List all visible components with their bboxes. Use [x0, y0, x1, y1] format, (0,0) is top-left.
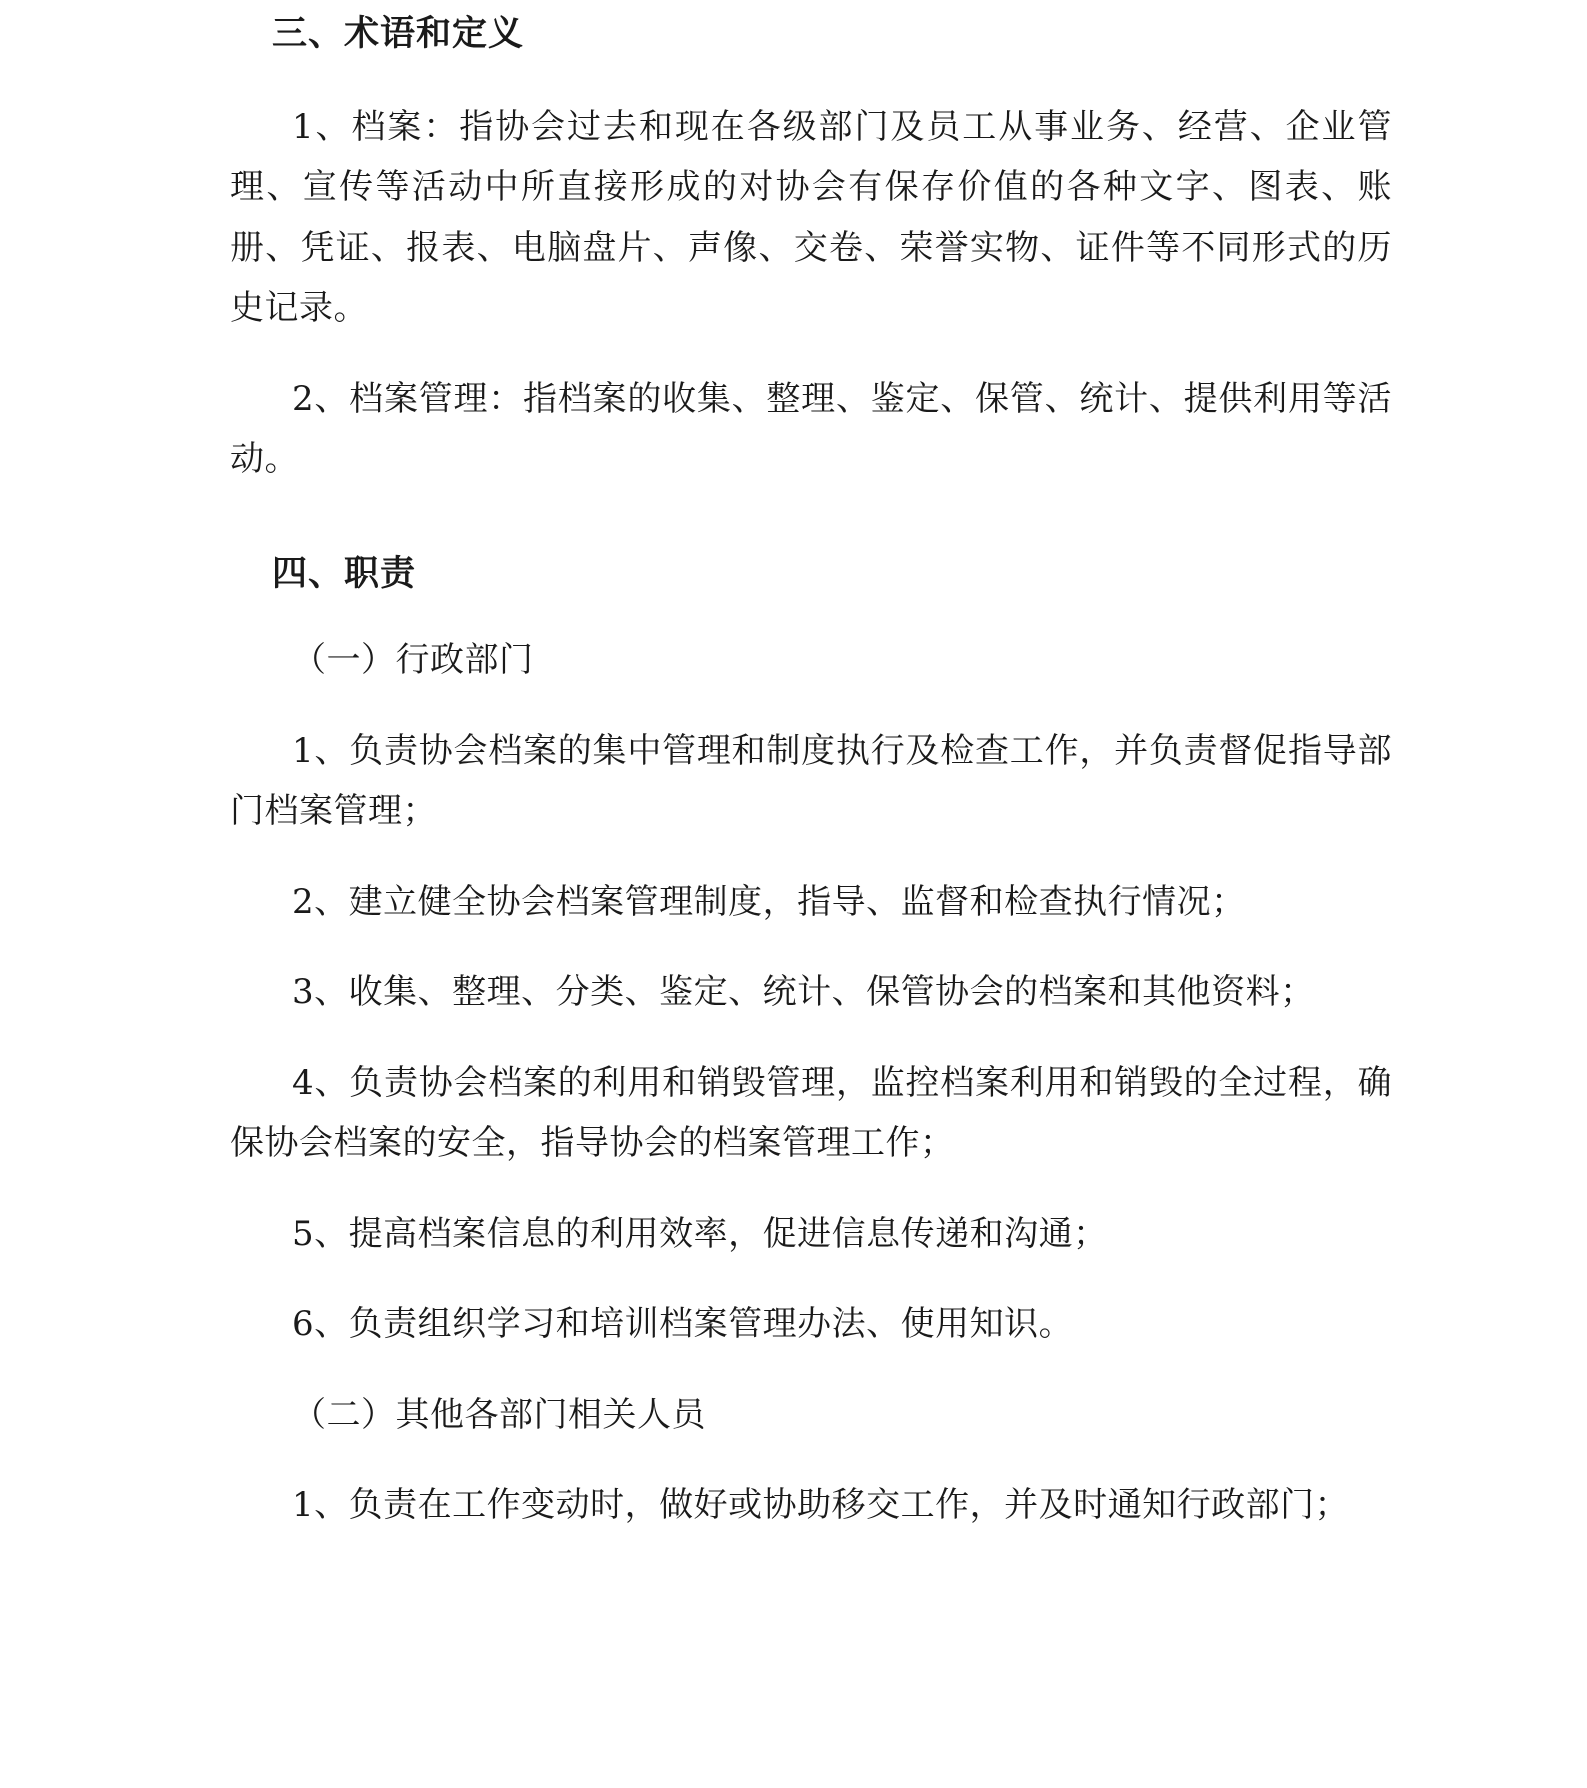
duty-other-1: 1、负责在工作变动时，做好或协助移交工作，并及时通知行政部门；	[292, 1485, 1350, 1526]
document-page	[0, 8, 1587, 1536]
term-definition-1: 1、档案：指协会过去和现在各级部门及员工从事业务、经营、企业管理、宣传等活动中所直接形成的对协会有保存价值的各种文字、图表、账册、凭证、报表、电脑盘片、声像、交卷、荣誉实物、证件等不同形式的历史记录。	[230, 106, 1392, 329]
duty-admin-2: 2、建立健全协会档案管理制度，指导、监督和检查执行情况；	[292, 881, 1246, 922]
subsection-2-title: （二）其他各部门相关人员	[292, 1394, 706, 1435]
term-definition-2: 2、档案管理：指档案的收集、整理、鉴定、保管、统计、提供利用等活动。	[230, 378, 1392, 480]
section-3-heading: 三、术语和定义	[272, 13, 525, 54]
subsection-1-title: （一）行政部门	[292, 640, 534, 681]
duty-admin-3: 3、收集、整理、分类、鉴定、统计、保管协会的档案和其他资料；	[292, 972, 1315, 1013]
duty-admin-6: 6、负责组织学习和培训档案管理办法、使用知识。	[292, 1304, 1074, 1345]
duty-admin-4: 4、负责协会档案的利用和销毁管理，监控档案利用和销毁的全过程，确保协会档案的安全，指导协会的档案管理工作；	[230, 1062, 1392, 1164]
duty-admin-5: 5、提高档案信息的利用效率，促进信息传递和沟通；	[292, 1213, 1108, 1254]
section-4-heading: 四、职责	[272, 552, 417, 594]
duty-admin-1: 1、负责协会档案的集中管理和制度执行及检查工作，并负责督促指导部门档案管理；	[230, 730, 1392, 832]
